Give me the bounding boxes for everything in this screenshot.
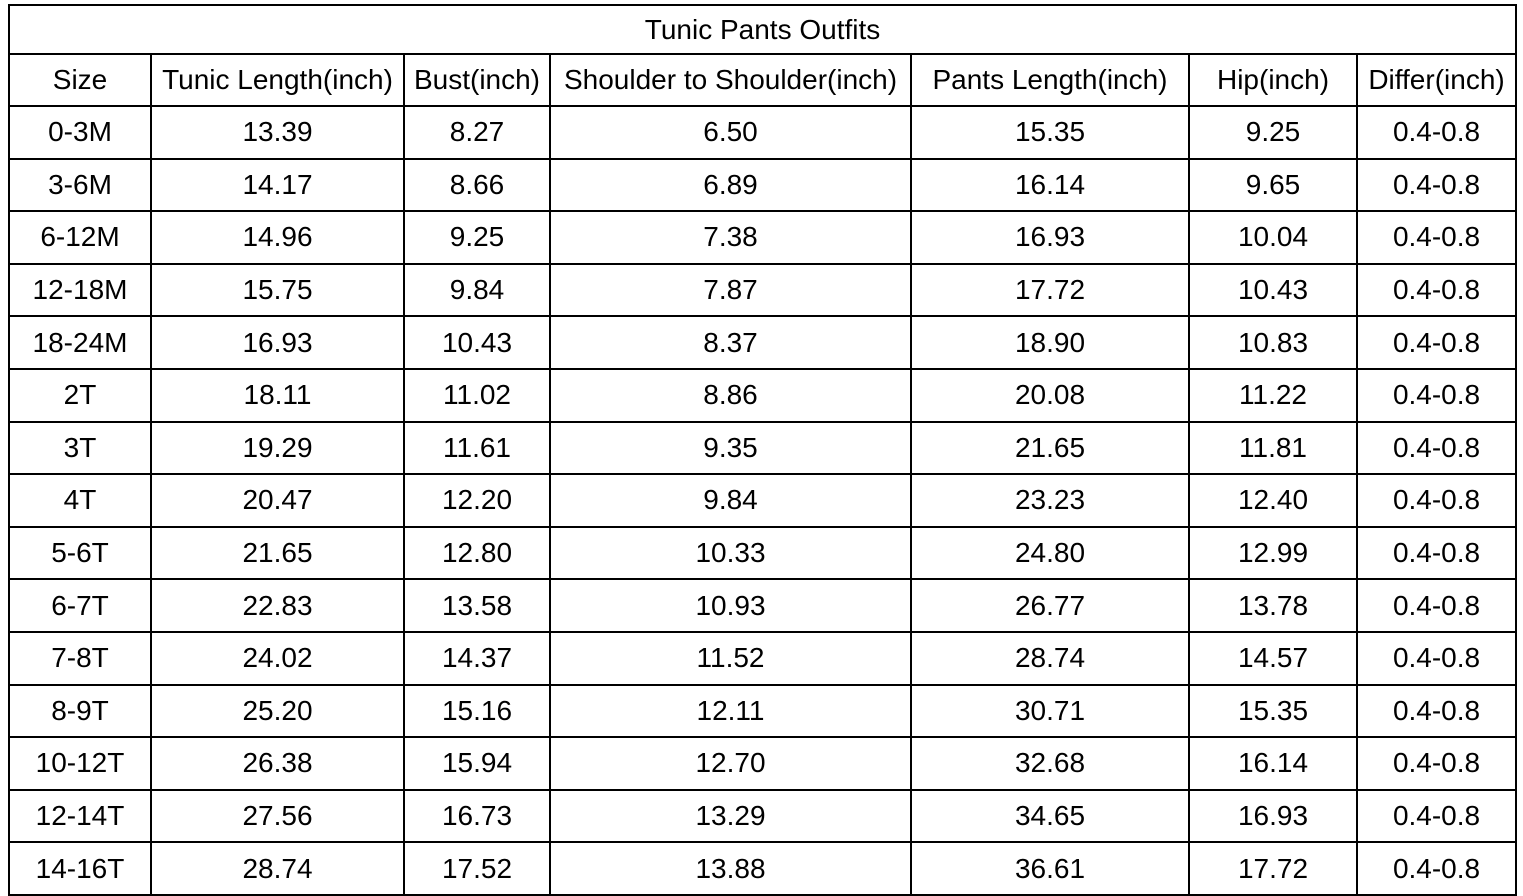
tunic-length-cell: 18.11: [151, 369, 404, 422]
differ-cell: 0.4-0.8: [1357, 474, 1516, 527]
column-header-hip: Hip(inch): [1189, 54, 1357, 106]
table-row: [9, 422, 1516, 475]
hip-cell: 16.93: [1189, 790, 1357, 843]
shoulder-to-shoulder-cell: 8.86: [550, 369, 911, 422]
tunic-length-cell: 22.83: [151, 579, 404, 632]
tunic-length-cell: 27.56: [151, 790, 404, 843]
pants-length-cell: 34.65: [911, 790, 1189, 843]
shoulder-to-shoulder-cell: 10.93: [550, 579, 911, 632]
bust-cell: 8.66: [404, 159, 550, 212]
pants-length-cell: 16.14: [911, 159, 1189, 212]
table-row: [9, 369, 1516, 422]
bust-cell: 13.58: [404, 579, 550, 632]
table-header-row: [9, 54, 1516, 106]
pants-length-cell: 23.23: [911, 474, 1189, 527]
size-cell: 4T: [9, 474, 151, 527]
table-row: [9, 211, 1516, 264]
tunic-length-cell: 14.96: [151, 211, 404, 264]
hip-cell: 12.40: [1189, 474, 1357, 527]
shoulder-to-shoulder-cell: 6.89: [550, 159, 911, 212]
bust-cell: 11.61: [404, 422, 550, 475]
hip-cell: 10.83: [1189, 316, 1357, 369]
bust-cell: 12.80: [404, 527, 550, 580]
hip-cell: 13.78: [1189, 579, 1357, 632]
tunic-length-cell: 13.39: [151, 106, 404, 159]
hip-cell: 10.43: [1189, 264, 1357, 317]
size-cell: 3T: [9, 422, 151, 475]
bust-cell: 9.84: [404, 264, 550, 317]
differ-cell: 0.4-0.8: [1357, 211, 1516, 264]
table-title-row: [9, 5, 1516, 54]
bust-cell: 11.02: [404, 369, 550, 422]
shoulder-to-shoulder-cell: 7.87: [550, 264, 911, 317]
pants-length-cell: 30.71: [911, 685, 1189, 738]
column-header-tunic-length: Tunic Length(inch): [151, 54, 404, 106]
pants-length-cell: 32.68: [911, 737, 1189, 790]
bust-cell: 15.16: [404, 685, 550, 738]
shoulder-to-shoulder-cell: 9.84: [550, 474, 911, 527]
column-header-bust: Bust(inch): [404, 54, 550, 106]
table-row: [9, 527, 1516, 580]
shoulder-to-shoulder-cell: 13.29: [550, 790, 911, 843]
tunic-length-cell: 16.93: [151, 316, 404, 369]
differ-cell: 0.4-0.8: [1357, 369, 1516, 422]
size-cell: 12-14T: [9, 790, 151, 843]
hip-cell: 11.81: [1189, 422, 1357, 475]
hip-cell: 16.14: [1189, 737, 1357, 790]
size-cell: 6-7T: [9, 579, 151, 632]
tunic-length-cell: 20.47: [151, 474, 404, 527]
size-cell: 18-24M: [9, 316, 151, 369]
column-header-shoulder-to-shoulder: Shoulder to Shoulder(inch): [550, 54, 911, 106]
size-cell: 10-12T: [9, 737, 151, 790]
tunic-length-cell: 19.29: [151, 422, 404, 475]
column-header-size: Size: [9, 54, 151, 106]
pants-length-cell: 28.74: [911, 632, 1189, 685]
differ-cell: 0.4-0.8: [1357, 422, 1516, 475]
table-row: [9, 632, 1516, 685]
size-cell: 7-8T: [9, 632, 151, 685]
bust-cell: 8.27: [404, 106, 550, 159]
pants-length-cell: 24.80: [911, 527, 1189, 580]
table-row: [9, 790, 1516, 843]
differ-cell: 0.4-0.8: [1357, 790, 1516, 843]
size-table-body: [9, 106, 1516, 895]
size-cell: 5-6T: [9, 527, 151, 580]
shoulder-to-shoulder-cell: 10.33: [550, 527, 911, 580]
differ-cell: 0.4-0.8: [1357, 316, 1516, 369]
size-cell: 12-18M: [9, 264, 151, 317]
shoulder-to-shoulder-cell: 8.37: [550, 316, 911, 369]
shoulder-to-shoulder-cell: 6.50: [550, 106, 911, 159]
hip-cell: 9.25: [1189, 106, 1357, 159]
size-cell: 3-6M: [9, 159, 151, 212]
differ-cell: 0.4-0.8: [1357, 106, 1516, 159]
pants-length-cell: 18.90: [911, 316, 1189, 369]
bust-cell: 15.94: [404, 737, 550, 790]
bust-cell: 17.52: [404, 842, 550, 895]
hip-cell: 12.99: [1189, 527, 1357, 580]
bust-cell: 10.43: [404, 316, 550, 369]
pants-length-cell: 21.65: [911, 422, 1189, 475]
tunic-length-cell: 26.38: [151, 737, 404, 790]
shoulder-to-shoulder-cell: 12.11: [550, 685, 911, 738]
tunic-length-cell: 15.75: [151, 264, 404, 317]
table-row: [9, 316, 1516, 369]
shoulder-to-shoulder-cell: 13.88: [550, 842, 911, 895]
differ-cell: 0.4-0.8: [1357, 685, 1516, 738]
bust-cell: 12.20: [404, 474, 550, 527]
size-cell: 0-3M: [9, 106, 151, 159]
hip-cell: 9.65: [1189, 159, 1357, 212]
shoulder-to-shoulder-cell: 12.70: [550, 737, 911, 790]
tunic-length-cell: 24.02: [151, 632, 404, 685]
differ-cell: 0.4-0.8: [1357, 159, 1516, 212]
size-cell: 8-9T: [9, 685, 151, 738]
differ-cell: 0.4-0.8: [1357, 579, 1516, 632]
pants-length-cell: 17.72: [911, 264, 1189, 317]
table-row: [9, 474, 1516, 527]
pants-length-cell: 20.08: [911, 369, 1189, 422]
size-chart-table: [8, 4, 1517, 896]
tunic-length-cell: 28.74: [151, 842, 404, 895]
shoulder-to-shoulder-cell: 9.35: [550, 422, 911, 475]
column-header-pants-length: Pants Length(inch): [911, 54, 1189, 106]
shoulder-to-shoulder-cell: 11.52: [550, 632, 911, 685]
tunic-length-cell: 14.17: [151, 159, 404, 212]
hip-cell: 10.04: [1189, 211, 1357, 264]
table-title: Tunic Pants Outfits: [9, 5, 1516, 54]
differ-cell: 0.4-0.8: [1357, 527, 1516, 580]
shoulder-to-shoulder-cell: 7.38: [550, 211, 911, 264]
size-cell: 14-16T: [9, 842, 151, 895]
size-cell: 2T: [9, 369, 151, 422]
table-row: [9, 264, 1516, 317]
differ-cell: 0.4-0.8: [1357, 264, 1516, 317]
table-row: [9, 159, 1516, 212]
table-row: [9, 106, 1516, 159]
tunic-length-cell: 21.65: [151, 527, 404, 580]
pants-length-cell: 15.35: [911, 106, 1189, 159]
hip-cell: 17.72: [1189, 842, 1357, 895]
differ-cell: 0.4-0.8: [1357, 632, 1516, 685]
bust-cell: 9.25: [404, 211, 550, 264]
table-row: [9, 685, 1516, 738]
bust-cell: 14.37: [404, 632, 550, 685]
tunic-length-cell: 25.20: [151, 685, 404, 738]
column-header-differ: Differ(inch): [1357, 54, 1516, 106]
table-row: [9, 579, 1516, 632]
bust-cell: 16.73: [404, 790, 550, 843]
size-cell: 6-12M: [9, 211, 151, 264]
pants-length-cell: 16.93: [911, 211, 1189, 264]
table-row: [9, 842, 1516, 895]
table-row: [9, 737, 1516, 790]
differ-cell: 0.4-0.8: [1357, 737, 1516, 790]
pants-length-cell: 36.61: [911, 842, 1189, 895]
differ-cell: 0.4-0.8: [1357, 842, 1516, 895]
hip-cell: 14.57: [1189, 632, 1357, 685]
hip-cell: 15.35: [1189, 685, 1357, 738]
pants-length-cell: 26.77: [911, 579, 1189, 632]
hip-cell: 11.22: [1189, 369, 1357, 422]
